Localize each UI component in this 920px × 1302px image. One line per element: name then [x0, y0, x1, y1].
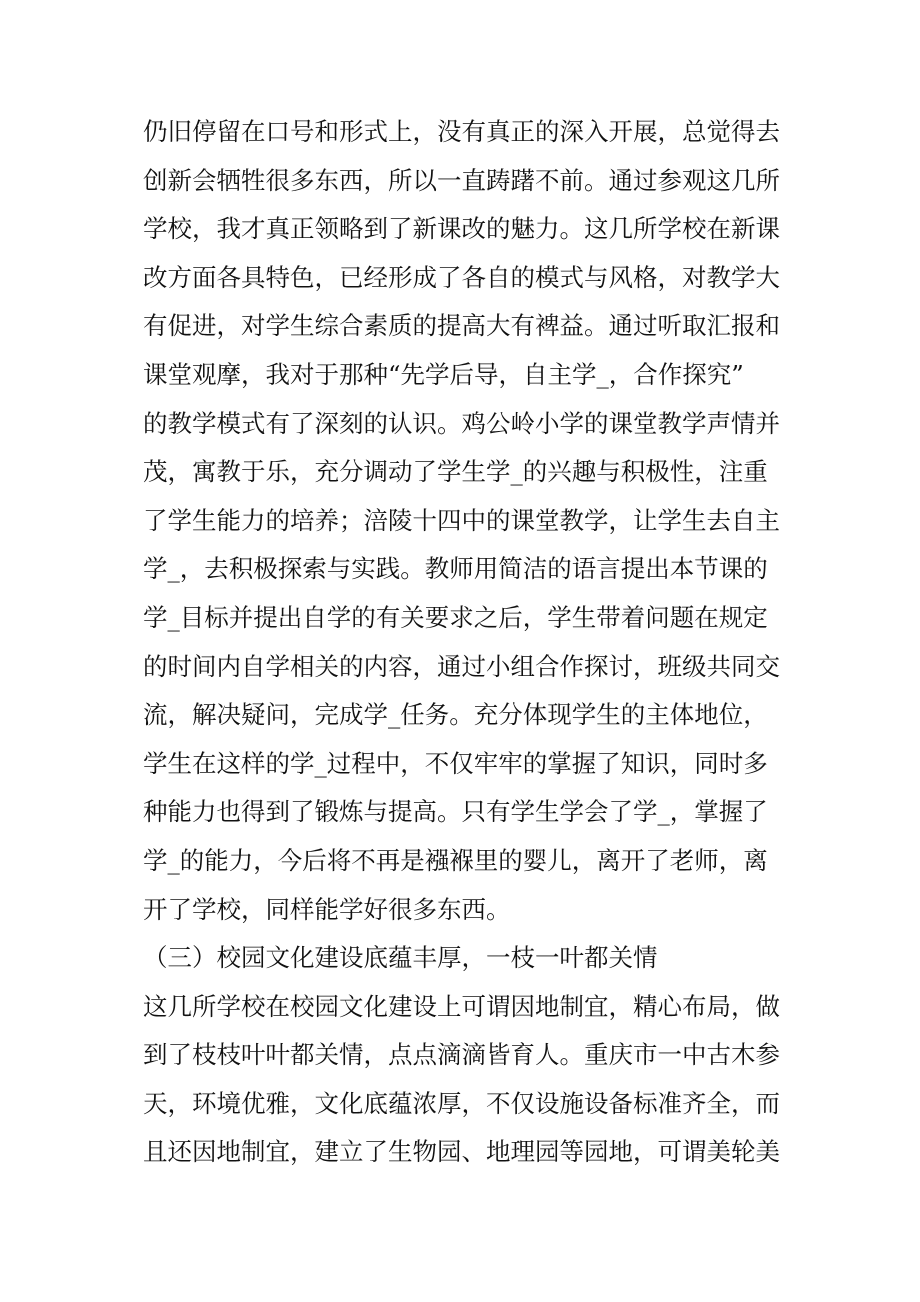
section-heading: （三）校园文化建设底蕴丰厚，一枝一叶都关情: [143, 943, 658, 973]
text-line: 学生在这样的学_过程中，不仅牢牢的掌握了知识，同时多: [143, 748, 768, 778]
text-line: 有促进，对学生综合素质的提高大有裨益。通过听取汇报和: [143, 311, 780, 341]
text-line: 学_目标并提出自学的有关要求之后，学生带着问题在规定: [143, 602, 768, 632]
text-line: 学校，我才真正领略到了新课改的魅力。这几所学校在新课: [143, 214, 780, 244]
text-line: 课堂观摩，我对于那种“先学后导，自主学_，合作探究”: [143, 359, 744, 389]
text-line: 流，解决疑问，完成学_任务。充分体现学生的主体地位，: [143, 700, 768, 730]
text-line: 种能力也得到了锻炼与提高。只有学生学会了学_，掌握了: [143, 797, 768, 827]
text-line: 了学生能力的培养；涪陵十四中的课堂教学，让学生去自主: [143, 505, 780, 535]
text-line: 改方面各具特色，已经形成了各自的模式与风格，对教学大: [143, 262, 780, 292]
document-body: [143, 108, 783, 1177]
text-line: 这几所学校在校园文化建设上可谓因地制宜，精心布局，做: [143, 991, 780, 1021]
text-line: 茂，寓教于乐，充分调动了学生学_的兴趣与积极性，注重: [143, 457, 768, 487]
text-line: 学_，去积极探索与实践。教师用简洁的语言提出本节课的: [143, 554, 768, 584]
text-line: 仍旧停留在口号和形式上，没有真正的深入开展，总觉得去: [143, 117, 780, 146]
text-line: 且还因地制宜，建立了生物园、地理园等园地，可谓美轮美: [143, 1137, 780, 1167]
text-line: 创新会牺牲很多东西，所以一直踌躇不前。通过参观这几所: [143, 165, 780, 195]
text-line: 的时间内自学相关的内容，通过小组合作探讨，班级共同交: [143, 651, 780, 681]
text-line: 的教学模式有了深刻的认识。鸡公岭小学的课堂教学声情并: [143, 408, 780, 438]
text-line: 天，环境优雅，文化底蕴浓厚，不仅设施设备标准齐全，而: [143, 1088, 780, 1118]
text-line: 学_的能力，今后将不再是襁褓里的婴儿，离开了老师，离: [143, 845, 768, 875]
text-line: 开了学校，同样能学好很多东西。: [143, 894, 511, 924]
text-line: 到了枝枝叶叶都关情，点点滴滴皆育人。重庆市一中古木参: [143, 1040, 780, 1070]
